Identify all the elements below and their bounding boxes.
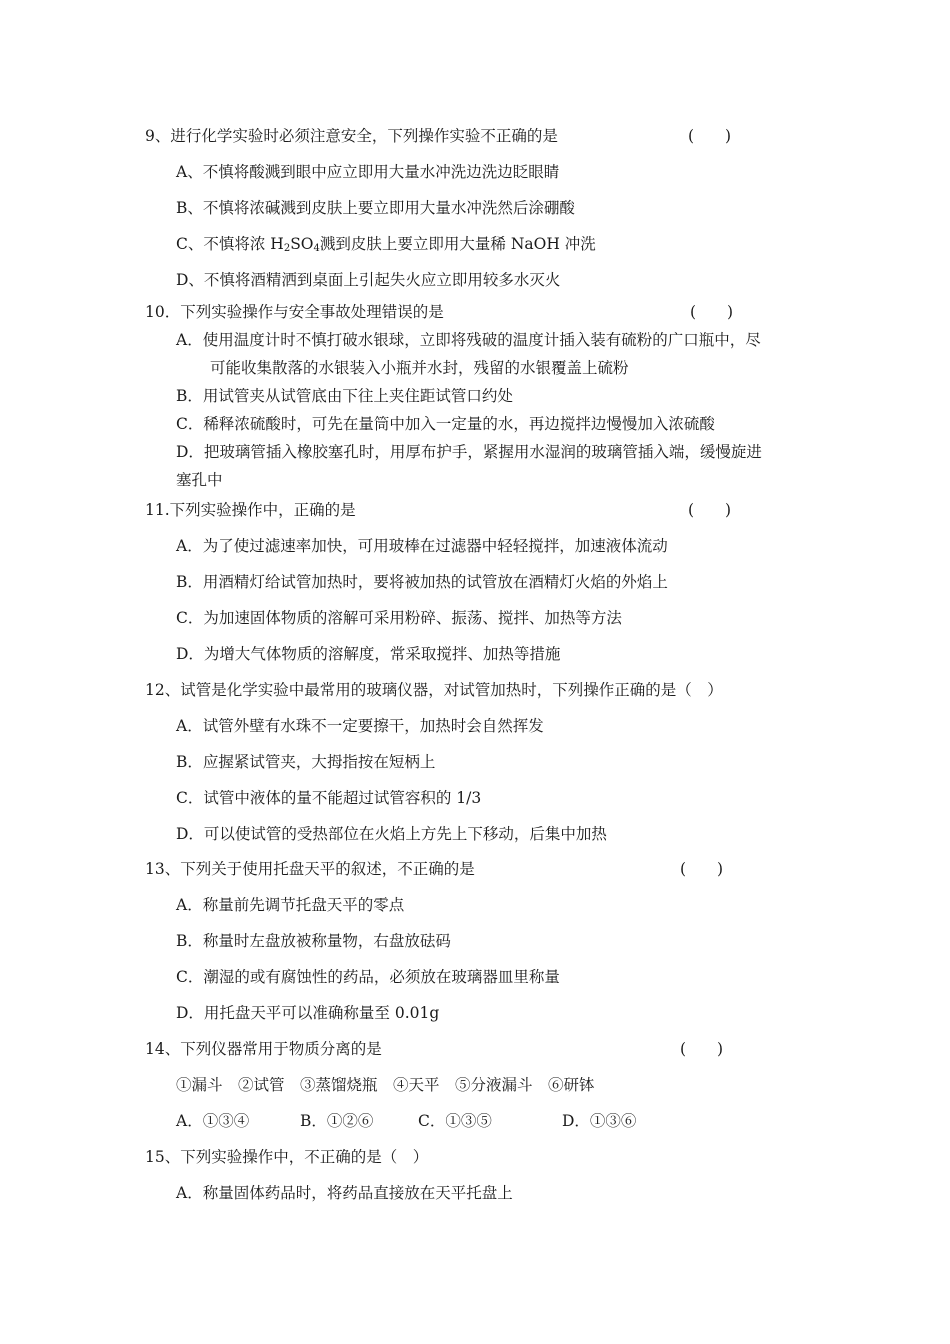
- question-9-option-d: D、不慎将酒精洒到桌面上引起失火应立即用较多水灭火: [176, 271, 561, 289]
- question-14-stem: 14、下列仪器常用于物质分离的是: [145, 1040, 382, 1058]
- question-13-option-a: A．称量前先调节托盘天平的零点: [176, 896, 405, 914]
- question-11-answer-blank: ( ): [688, 501, 732, 519]
- option-c-so: SO: [290, 235, 314, 253]
- question-10-option-a-line1: A．使用温度计时不慎打破水银球，立即将残破的温度计插入装有硫粉的广口瓶中，尽: [176, 331, 761, 349]
- question-13-option-b: B．称量时左盘放被称量物，右盘放砝码: [176, 932, 451, 950]
- question-9-stem: 9、进行化学实验时必须注意安全，下列操作实验不正确的是: [145, 127, 558, 145]
- question-14-option-b: B．①②⑥: [300, 1112, 374, 1130]
- question-9-option-c: [176, 234, 596, 254]
- option-c-prefix: C、不慎将浓 H: [176, 235, 284, 253]
- question-14-item-list: ①漏斗 ②试管 ③蒸馏烧瓶 ④天平 ⑤分液漏斗 ⑥研钵: [176, 1076, 595, 1094]
- question-13-stem: 13、下列关于使用托盘天平的叙述，不正确的是: [145, 860, 475, 878]
- question-11-option-a: A．为了使过滤速率加快，可用玻棒在过滤器中轻轻搅拌，加速液体流动: [176, 537, 668, 555]
- question-13-option-d: D．用托盘天平可以准确称量至 0.01g: [176, 1004, 440, 1022]
- question-14-option-c: C．①③⑤: [418, 1112, 492, 1130]
- question-12-option-b: B．应握紧试管夹，大拇指按在短柄上: [176, 753, 436, 771]
- question-13-answer-blank: ( ): [680, 860, 724, 878]
- question-14-option-a: A．①③④: [176, 1112, 250, 1130]
- question-10-answer-blank: ( ): [690, 303, 734, 321]
- question-12-option-d: D．可以使试管的受热部位在火焰上方先上下移动，后集中加热: [176, 825, 607, 843]
- question-12-stem: 12、试管是化学实验中最常用的玻璃仪器，对试管加热时，下列操作正确的是（ ）: [145, 681, 723, 699]
- question-10-option-d-line2: 塞孔中: [176, 471, 223, 489]
- question-14-option-d: D．①③⑥: [562, 1112, 637, 1130]
- question-13-option-c: C．潮湿的或有腐蚀性的药品，必须放在玻璃器皿里称量: [176, 968, 560, 986]
- question-9-answer-blank: ( ): [688, 127, 732, 145]
- subscript-4: 4: [313, 243, 320, 254]
- question-11-stem: 11.下列实验操作中，正确的是: [145, 501, 356, 519]
- question-9-option-b: B、不慎将浓碱溅到皮肤上要立即用大量水冲洗然后涂硼酸: [176, 199, 575, 217]
- question-12-option-c: C．试管中液体的量不能超过试管容积的 1/3: [176, 789, 482, 807]
- question-12-option-a: A．试管外壁有水珠不一定要擦干，加热时会自然挥发: [176, 717, 544, 735]
- question-9-option-a: A、不慎将酸溅到眼中应立即用大量水冲洗边洗边眨眼睛: [176, 163, 560, 181]
- question-10-option-b: B．用试管夹从试管底由下往上夹住距试管口约处: [176, 387, 513, 405]
- subscript-2: 2: [283, 243, 291, 254]
- question-11-option-c: C．为加速固体物质的溶解可采用粉碎、振荡、搅拌、加热等方法: [176, 609, 622, 627]
- question-15-option-a: A．称量固体药品时，将药品直接放在天平托盘上: [176, 1184, 513, 1202]
- question-10-option-a-line2: 可能收集散落的水银装入小瓶并水封，残留的水银覆盖上硫粉: [210, 359, 629, 377]
- option-c-suffix: 溅到皮肤上要立即用大量稀 NaOH 冲洗: [319, 235, 596, 253]
- question-10-stem: 10．下列实验操作与安全事故处理错误的是: [145, 303, 444, 321]
- question-11-option-d: D．为增大气体物质的溶解度，常采取搅拌、加热等措施: [176, 645, 561, 663]
- question-11-option-b: B．用酒精灯给试管加热时，要将被加热的试管放在酒精灯火焰的外焰上: [176, 573, 668, 591]
- question-10-option-c: C．稀释浓硫酸时，可先在量筒中加入一定量的水，再边搅拌边慢慢加入浓硫酸: [176, 415, 715, 433]
- question-15-stem: 15、下列实验操作中，不正确的是（ ）: [145, 1148, 429, 1166]
- question-10-option-d-line1: D．把玻璃管插入橡胶塞孔时，用厚布护手，紧握用水湿润的玻璃管插入端，缓慢旋进: [176, 443, 762, 461]
- question-14-answer-blank: ( ): [680, 1040, 724, 1058]
